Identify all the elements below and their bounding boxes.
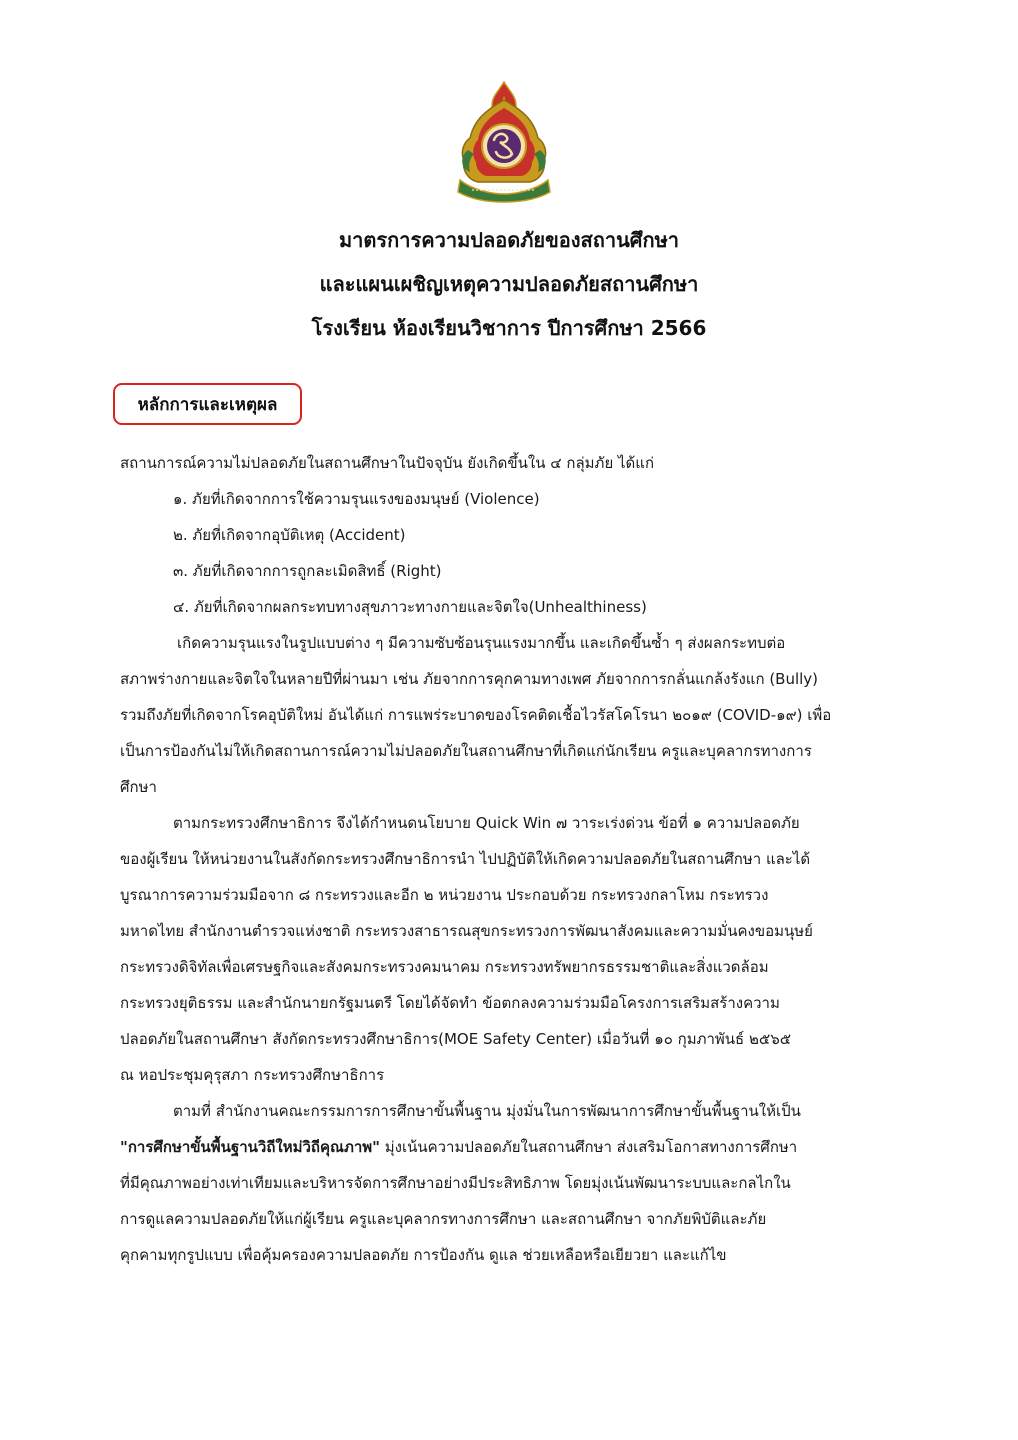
- intro-paragraph: สถานการณ์ความไม่ปลอดภัยในสถานศึกษาในปัจจุบัน ยังเกิดขึ้นใน ๔ กลุ่มภัย ได้แก่: [120, 454, 655, 472]
- bold-phrase: "การศึกษาขั้นพื้นฐานวิถีใหม่วิถีคุณภาพ": [120, 1138, 380, 1156]
- list-item: ๒. ภัยที่เกิดจากอุบัติเหตุ (Accident): [173, 526, 406, 544]
- paragraph-line: ที่มีคุณภาพอย่างเท่าเทียมและบริหารจัดการศึกษาอย่างมีประสิทธิภาพ โดยมุ่งเน้นพัฒนาระบบและกลไกใน: [120, 1174, 791, 1192]
- paragraph-line: ปลอดภัยในสถานศึกษา สังกัดกระทรวงศึกษาธิการ(MOE Safety Center) เมื่อวันที่ ๑๐ กุมภาพันธ์ ๒๕๖๕: [120, 1030, 792, 1048]
- paragraph-line: สภาพร่างกายและจิตใจในหลายปีที่ผ่านมา เช่น ภัยจากการคุกคามทางเพศ ภัยจากการกลั่นแกล้งรังแก (Bully): [120, 670, 819, 688]
- paragraph-line: เป็นการป้องกันไม่ให้เกิดสถานการณ์ความไม่ปลอดภัยในสถานศึกษาที่เกิดแก่นักเรียน ครูและบุคลากรทางการ: [120, 742, 812, 760]
- section-heading: หลักการและเหตุผล: [137, 394, 278, 415]
- paragraph-line: เกิดความรุนแรงในรูปแบบต่าง ๆ มีความซับซ้อนรุนแรงมากขึ้น และเกิดขึ้นซ้ำ ๆ ส่งผลกระทบต่อ: [177, 634, 786, 652]
- paragraph-line: ตามที่ สำนักงานคณะกรรมการการศึกษาขั้นพื้นฐาน มุ่งมั่นในการพัฒนาการศึกษาขั้นพื้นฐานให้เป็น: [173, 1102, 801, 1120]
- paragraph-line: ศึกษา: [120, 778, 157, 796]
- list-item: ๑. ภัยที่เกิดจากการใช้ความรุนแรงของมนุษย์ (Violence): [173, 490, 540, 508]
- list-item: ๓. ภัยที่เกิดจากการถูกละเมิดสิทธิ์ (Right): [173, 562, 442, 580]
- title-line-3: โรงเรียน ห้องเรียนวิชาการ ปีการศึกษา 2566: [311, 316, 707, 340]
- title-line-2: และแผนเผชิญเหตุความปลอดภัยสถานศึกษา: [319, 272, 699, 296]
- paragraph-line: รวมถึงภัยที่เกิดจากโรคอุบัติใหม่ อันได้แก่ การแพร่ระบาดของโรคติดเชื้อไวรัสโคโรนา ๒๐๑๙ (COVID-๑๙) เพื่อ: [120, 706, 832, 724]
- paragraph-line: กระทรวงดิจิทัลเพื่อเศรษฐกิจและสังคมกระทรวงคมนาคม กระทรวงทรัพยากรธรรมชาติและสิ่งแวดล้อม: [120, 958, 769, 976]
- paragraph-line: บูรณาการความร่วมมือจาก ๘ กระทรวงและอีก ๒ หน่วยงาน ประกอบด้วย กระทรวงกลาโหม กระทรวง: [120, 886, 769, 904]
- list-item: ๔. ภัยที่เกิดจากผลกระทบทางสุขภาวะทางกายและจิตใจ(Unhealthiness): [173, 598, 647, 616]
- paragraph-line: กระทรวงยุติธรรม และสำนักนายกรัฐมนตรี โดยได้จัดทำ ข้อตกลงความร่วมมือโครงการเสริมสร้างความ: [120, 994, 780, 1012]
- title-line-1: มาตรการความปลอดภัยของสถานศึกษา: [339, 228, 679, 252]
- paragraph-text: มุ่งเน้นความปลอดภัยในสถานศึกษา ส่งเสริมโอกาสทางการศึกษา: [379, 1138, 798, 1156]
- paragraph-line: มหาดไทย สำนักงานตำรวจแห่งชาติ กระทรวงสาธารณสุขกระทรวงการพัฒนาสังคมและความมั่นคงขอมนุษย์: [120, 922, 813, 940]
- paragraph-line: ของผู้เรียน ให้หน่วยงานในสังกัดกระทรวงศึกษาธิการนำ ไปปฏิบัติให้เกิดความปลอดภัยในสถานศึกษา และได้: [120, 850, 811, 868]
- paragraph-line: ตามกระทรวงศึกษาธิการ จึงได้กำหนดนโยบาย Quick Win ๗ วาระเร่งด่วน ข้อที่ ๑ ความปลอดภัย: [173, 814, 800, 832]
- paragraph-line-mixed: [120, 1129, 910, 1165]
- document-body: [120, 445, 910, 1273]
- document-title: [0, 218, 1018, 350]
- obec-emblem-icon: [452, 80, 556, 204]
- paragraph-line: คุกคามทุกรูปแบบ เพื่อคุ้มครองความปลอดภัย การป้องกัน ดูแล ช่วยเหลือหรือเยียวยา และแก้ไข: [120, 1246, 727, 1264]
- paragraph-line: ณ หอประชุมคุรุสภา กระทรวงศึกษาธิการ: [120, 1066, 385, 1084]
- section-heading-box: [113, 383, 302, 425]
- paragraph-line: การดูแลความปลอดภัยให้แก่ผู้เรียน ครูและบุคลากรทางการศึกษา และสถานศึกษา จากภัยพิบัติและภัย: [120, 1210, 767, 1228]
